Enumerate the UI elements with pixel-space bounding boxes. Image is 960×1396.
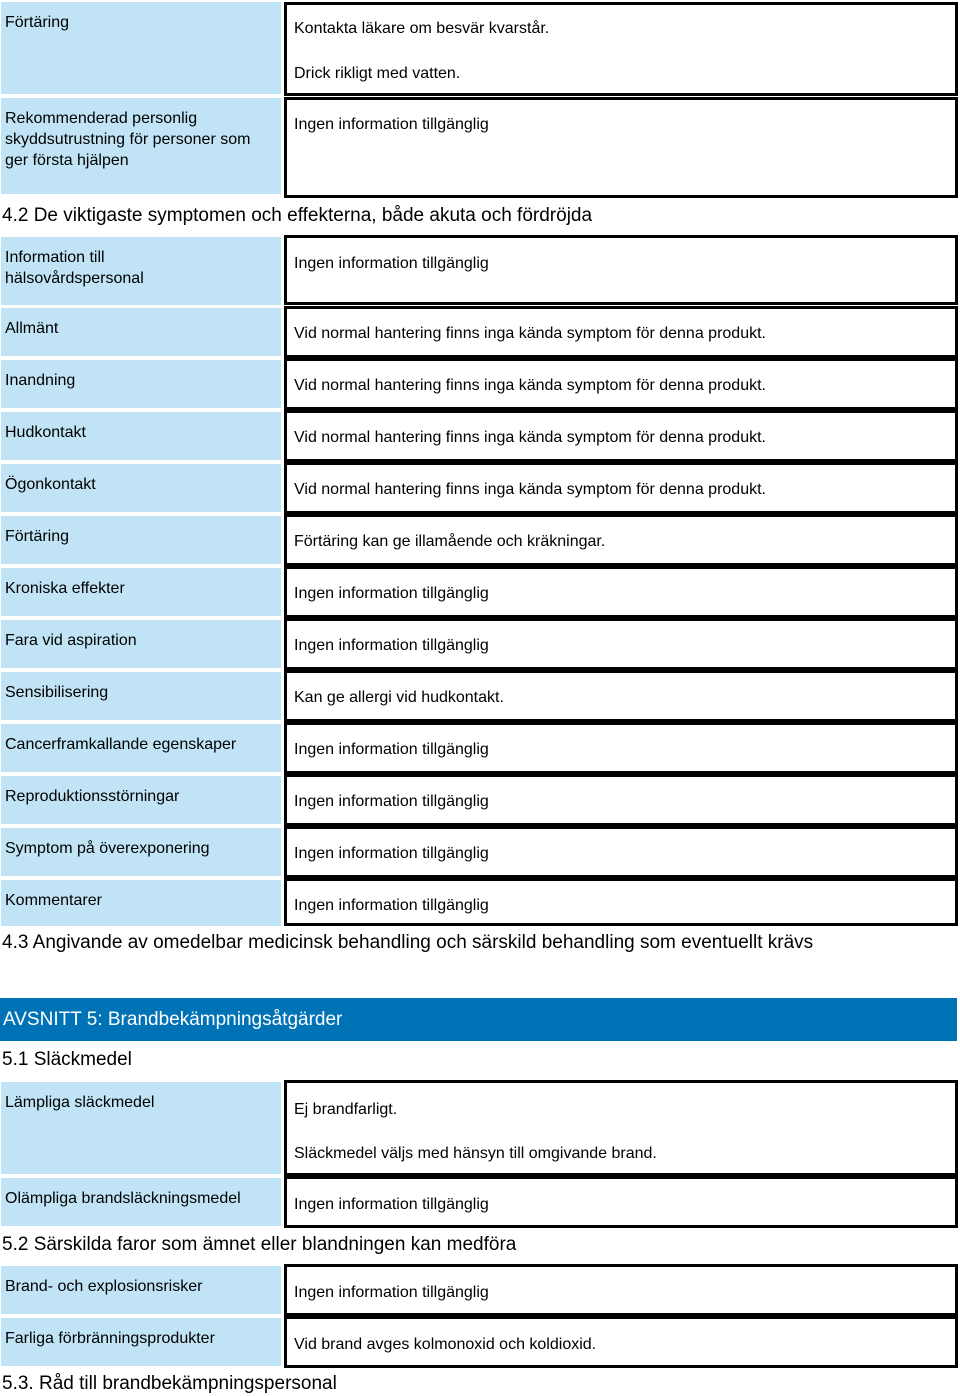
value-kommentarer bbox=[284, 878, 958, 926]
value-text: Förtäring kan ge illamående och kräkningar. bbox=[294, 533, 606, 550]
label-olampliga-slackmedel: Olämpliga brandsläckningsmedel bbox=[1, 1178, 281, 1226]
label-farliga-forbranningsprodukter: Farliga förbränningsprodukter bbox=[1, 1318, 281, 1366]
value-kroniska-effekter bbox=[284, 566, 958, 618]
heading-5-3: 5.3. Råd till brandbekämpningspersonal bbox=[2, 1373, 337, 1394]
value-hudkontakt bbox=[284, 410, 958, 462]
value-text: Ingen information tillgänglig bbox=[294, 1284, 489, 1301]
label-reproduktionsstorningar: Reproduktionsstörningar bbox=[1, 776, 281, 824]
heading-5-1: 5.1 Släckmedel bbox=[2, 1049, 132, 1070]
label-lampliga-slackmedel: Lämpliga släckmedel bbox=[1, 1082, 281, 1174]
value-text: Ingen information tillgänglig bbox=[294, 255, 489, 272]
value-farliga-forbranningsprodukter bbox=[284, 1316, 958, 1368]
value-text: Ingen information tillgänglig bbox=[294, 585, 489, 602]
label-fara-vid-aspiration: Fara vid aspiration bbox=[1, 620, 281, 668]
value-line: Drick rikligt med vatten. bbox=[294, 65, 461, 82]
label-info-healthcare: Information till hälsovårdspersonal bbox=[1, 237, 281, 305]
value-info-healthcare bbox=[284, 235, 958, 305]
value-brand-explosionsrisker bbox=[284, 1264, 958, 1316]
value-line: Ingen information tillgänglig bbox=[294, 116, 489, 133]
value-ppe-first-aid bbox=[284, 97, 958, 198]
value-lampliga-slackmedel bbox=[284, 1080, 958, 1176]
value-text: Vid normal hantering finns inga kända symptom för denna produkt. bbox=[294, 481, 766, 498]
label-sensibilisering: Sensibilisering bbox=[1, 672, 281, 720]
value-fortaring bbox=[284, 514, 958, 566]
label-kommentarer: Kommentarer bbox=[1, 880, 281, 926]
value-olampliga-slackmedel bbox=[284, 1176, 958, 1228]
value-text: Ingen information tillgänglig bbox=[294, 637, 489, 654]
value-line: Släckmedel väljs med hänsyn till omgivande brand. bbox=[294, 1145, 657, 1162]
label-inandning: Inandning bbox=[1, 360, 281, 408]
value-cancerframkallande bbox=[284, 722, 958, 774]
value-sensibilisering bbox=[284, 670, 958, 722]
value-allmant bbox=[284, 306, 958, 358]
label-fortaring: Förtäring bbox=[1, 516, 281, 564]
label-cancerframkallande: Cancerframkallande egenskaper bbox=[1, 724, 281, 772]
heading-4-3: 4.3 Angivande av omedelbar medicinsk behandling och särskild behandling som eventuellt krävs bbox=[2, 932, 814, 953]
value-line: Ej brandfarligt. bbox=[294, 1101, 398, 1118]
value-text: Vid brand avges kolmonoxid och koldioxid. bbox=[294, 1336, 597, 1353]
label-kroniska-effekter: Kroniska effekter bbox=[1, 568, 281, 616]
value-text: Vid normal hantering finns inga kända symptom för denna produkt. bbox=[294, 429, 766, 446]
value-fortaring-first-aid bbox=[284, 2, 958, 96]
label-hudkontakt: Hudkontakt bbox=[1, 412, 281, 460]
label-symptom-overexponering: Symptom på överexponering bbox=[1, 828, 281, 876]
label-allmant: Allmänt bbox=[1, 308, 281, 356]
heading-4-2: 4.2 De viktigaste symptomen och effekterna, både akuta och fördröjda bbox=[2, 205, 593, 226]
label-brand-explosionsrisker: Brand- och explosionsrisker bbox=[1, 1266, 281, 1314]
value-text: Ingen information tillgänglig bbox=[294, 845, 489, 862]
value-text: Kan ge allergi vid hudkontakt. bbox=[294, 689, 504, 706]
label-ogonkontakt: Ögonkontakt bbox=[1, 464, 281, 512]
value-inandning bbox=[284, 358, 958, 410]
label-fortaring-first-aid: Förtäring bbox=[1, 2, 281, 94]
value-text: Ingen information tillgänglig bbox=[294, 741, 489, 758]
value-fara-vid-aspiration bbox=[284, 618, 958, 670]
value-line: Kontakta läkare om besvär kvarstår. bbox=[294, 20, 550, 37]
value-text: Vid normal hantering finns inga kända symptom för denna produkt. bbox=[294, 377, 766, 394]
label-ppe-first-aid: Rekommenderad personlig skyddsutrustning för personer som ger första hjälpen bbox=[1, 98, 281, 194]
section-5-banner: AVSNITT 5: Brandbekämpningsåtgärder bbox=[0, 998, 957, 1041]
value-text: Vid normal hantering finns inga kända symptom för denna produkt. bbox=[294, 325, 766, 342]
value-ogonkontakt bbox=[284, 462, 958, 514]
heading-5-2: 5.2 Särskilda faror som ämnet eller blandningen kan medföra bbox=[2, 1234, 517, 1255]
value-reproduktionsstorningar bbox=[284, 774, 958, 826]
value-text: Ingen information tillgänglig bbox=[294, 793, 489, 810]
value-text: Ingen information tillgänglig bbox=[294, 1196, 489, 1213]
value-text: Ingen information tillgänglig bbox=[294, 897, 489, 914]
value-symptom-overexponering bbox=[284, 826, 958, 878]
